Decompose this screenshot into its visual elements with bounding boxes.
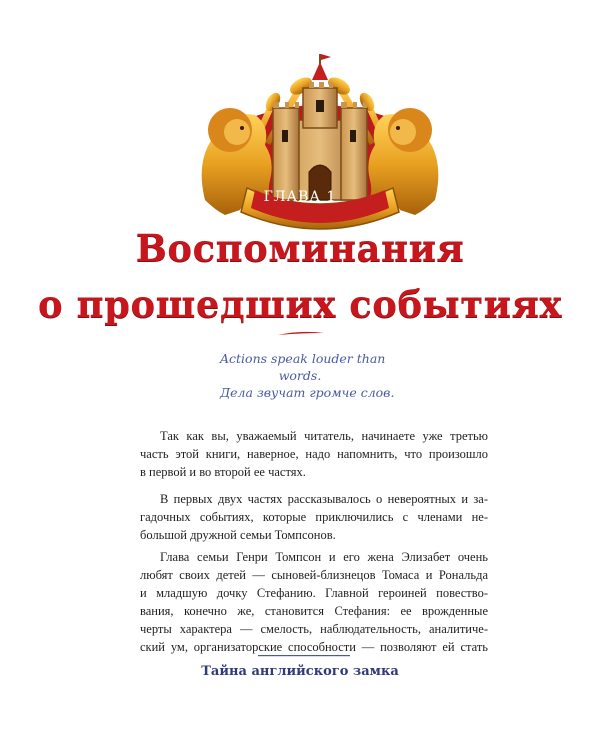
text-line: черты характера — смелость, наблюдательность, аналитиче- (140, 622, 488, 636)
epigraph (220, 350, 395, 401)
text-line: В первых двух частях рассказывалось о невероятных и за- (160, 492, 488, 506)
chapter-title-line-2: о прошедших событиях (37, 282, 563, 326)
text-line: Так как вы, уважаемый читатель, начинаете уже третью (160, 429, 488, 443)
text-line: в первой и во второй ее частях. (140, 465, 306, 479)
epigraph-english-line-1: Actions speak louder than (220, 351, 386, 366)
text-line: часть этой книги, наверное, надо напомнить, что произошло (140, 447, 488, 461)
running-footer-book-title: Тайна английского замка (201, 664, 399, 679)
text-line: гадочных событиях, которые приключились с членами не- (140, 510, 488, 524)
text-line: ский ум, организаторские способности — позволяют ей стать (140, 640, 488, 654)
chapter-label: ГЛАВА 1 (263, 189, 337, 205)
epigraph-english-line-2: words. (278, 368, 322, 383)
castle-emblem-icon (185, 50, 455, 240)
paragraph-1 (140, 427, 488, 481)
text-line: любят своих детей — сыновей-близнецов Томаса и Рональда (140, 568, 488, 582)
text-line: и младшую дочку Стефанию. Главной героиней повество- (140, 586, 488, 600)
title-divider-icon (276, 330, 326, 338)
text-line: Глава семьи Генри Томпсон и его жена Элизабет очень (160, 550, 488, 564)
epigraph-russian: Дела звучат громче слов. (220, 385, 395, 400)
footer-divider-icon (258, 655, 350, 657)
text-line: большой дружной семьи Томпсонов. (140, 528, 336, 542)
paragraph-3 (140, 548, 488, 656)
text-line: вания, конечно же, становится Стефания: ее врожденные (140, 604, 488, 618)
chapter-title-line-1: Воспоминания (135, 226, 465, 270)
paragraph-2 (140, 490, 488, 544)
